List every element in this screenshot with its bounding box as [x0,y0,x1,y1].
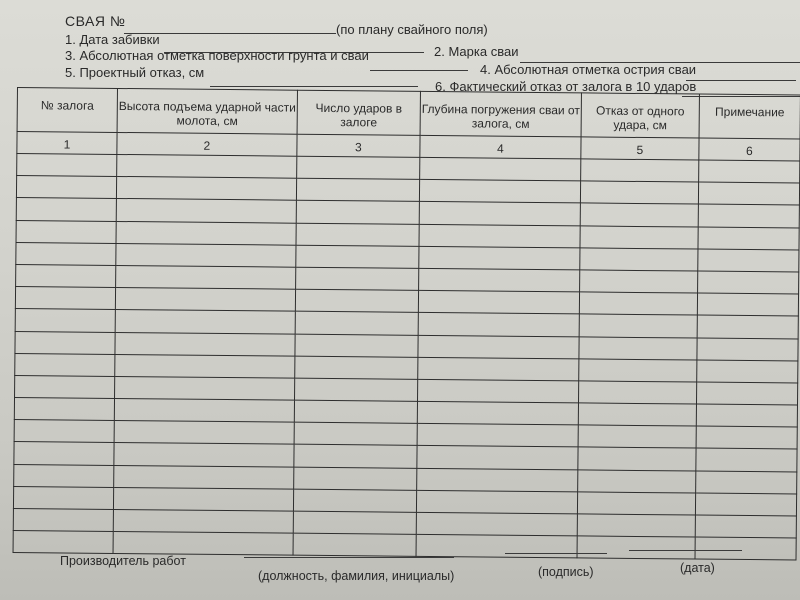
table-header-row [17,88,800,140]
table-cell[interactable] [14,464,114,487]
date-caption: (дата) [680,561,715,575]
table-cell[interactable] [116,265,296,289]
table-cell[interactable] [696,404,797,427]
table-cell[interactable] [295,378,418,401]
table-cell[interactable] [580,248,698,271]
table-cell[interactable] [418,335,579,359]
column-number: 2 [117,132,297,156]
table-cell[interactable] [698,249,799,272]
actual-refusal-label: 6. Фактический отказ от залога в 10 ударов [435,79,697,94]
table-cell[interactable] [116,177,296,201]
col-header-set-number: № залога [17,88,117,133]
table-cell[interactable] [417,424,578,448]
table-cell[interactable] [294,422,417,445]
position-name-caption: (должность, фамилия, инициалы) [258,569,455,583]
table-cell[interactable] [296,223,419,246]
pile-driving-log-table [13,87,800,561]
table-cell[interactable] [295,289,418,312]
table-cell[interactable] [579,292,697,315]
table-cell[interactable] [16,220,116,243]
table-cell[interactable] [15,353,115,376]
table-cell[interactable] [114,421,294,445]
table-cell[interactable] [580,181,698,204]
column-number: 1 [17,132,117,155]
table-cell[interactable] [698,182,799,205]
table-cell[interactable] [294,445,417,468]
table-cell[interactable] [16,264,116,287]
table-cell[interactable] [417,468,578,492]
table-cell[interactable] [581,159,699,182]
table-cell[interactable] [419,180,580,204]
table-cell[interactable] [113,509,293,533]
table-cell[interactable] [13,486,113,509]
table-cell[interactable] [578,381,696,404]
table-cell[interactable] [296,245,419,268]
table-cell[interactable] [295,311,418,334]
table-cell[interactable] [696,382,797,405]
table-cell[interactable] [16,176,116,199]
table-cell[interactable] [15,331,115,354]
table-cell[interactable] [15,287,115,310]
table-cell[interactable] [13,531,113,554]
table-cell[interactable] [698,204,799,227]
table-cell[interactable] [115,310,295,334]
column-number: 4 [420,135,581,159]
table-cell[interactable] [695,493,796,516]
table-cell[interactable] [420,157,581,181]
table-cell[interactable] [416,535,577,559]
table-cell[interactable] [695,537,796,560]
table-cell[interactable] [698,227,799,250]
table-cell[interactable] [418,357,579,381]
table-cell[interactable] [14,442,114,465]
tip-elevation-field[interactable] [686,80,796,81]
works-manager-label: Производитель работ [60,554,186,568]
table-cell[interactable] [296,267,419,290]
table-cell[interactable] [296,201,419,224]
table-cell[interactable] [579,336,697,359]
table-cell[interactable] [578,403,696,426]
pile-grade-label: 2. Марка сваи [434,44,519,59]
table-cell[interactable] [696,471,797,494]
table-cell[interactable] [579,359,697,382]
ground-elevation-label: 3. Абсолютная отметка поверхности грунта и сваи [65,48,369,63]
table-cell[interactable] [417,401,578,425]
table-cell[interactable] [578,470,696,493]
design-refusal-field[interactable] [210,86,418,87]
table-cell[interactable] [16,242,116,265]
table-cell[interactable] [14,398,114,421]
table-cell[interactable] [115,376,295,400]
table-cell[interactable] [117,154,297,178]
position-name-field[interactable] [244,557,454,558]
table-cell[interactable] [577,492,695,515]
table-cell[interactable] [296,178,419,201]
table-cell[interactable] [417,446,578,470]
table-cell[interactable] [419,246,580,270]
table-cell[interactable] [113,487,293,511]
table-cell[interactable] [116,221,296,245]
table-cell[interactable] [297,156,420,179]
ground-elevation-field[interactable] [370,70,468,71]
table-cell[interactable] [116,199,296,223]
col-header-note: Примечание [699,94,800,139]
table-cell[interactable] [419,224,580,248]
table-cell[interactable] [115,288,295,312]
col-header-refusal-per-blow: Отказ от одного удара, см [581,93,699,138]
table-cell[interactable] [15,309,115,332]
table-cell[interactable] [416,490,577,514]
table-cell[interactable] [114,465,294,489]
pile-number-note: (по плану свайного поля) [336,22,488,37]
table-cell[interactable] [577,514,695,537]
table-cell[interactable] [114,443,294,467]
table-cell[interactable] [695,515,796,538]
table-cell[interactable] [578,447,696,470]
table-cell[interactable] [416,512,577,536]
table-cell[interactable] [697,293,798,316]
table-cell[interactable] [419,202,580,226]
tip-elevation-label: 4. Абсолютная отметка острия сваи [480,62,697,77]
table-cell[interactable] [697,315,798,338]
table-cell[interactable] [295,356,418,379]
table-cell[interactable] [578,425,696,448]
table-cell[interactable] [580,203,698,226]
table-cell[interactable] [14,420,114,443]
table-cell[interactable] [116,243,296,267]
signature-field[interactable] [505,553,607,554]
table-cell[interactable] [295,334,418,357]
col-header-penetration-depth: Глубина погружения сваи от залога, см [420,91,581,137]
design-refusal-label: 5. Проектный отказ, см [65,65,205,80]
table-cell[interactable] [293,489,416,512]
table-cell[interactable] [580,225,698,248]
table-cell[interactable] [17,154,117,177]
table-cell[interactable] [696,448,797,471]
table-cell[interactable] [698,271,799,294]
table-cell[interactable] [13,508,113,531]
table-cell[interactable] [16,198,116,221]
table-cell[interactable] [699,160,800,183]
table-cell[interactable] [418,313,579,337]
table-cell[interactable] [697,360,798,383]
drive-date-label: 1. Дата забивки [65,32,160,47]
table-cell[interactable] [113,532,293,556]
column-number: 3 [297,134,420,157]
table-cell[interactable] [580,270,698,293]
col-header-blow-count: Число ударов в залоге [297,90,420,135]
table-cell[interactable] [697,338,798,361]
signature-caption: (подпись) [538,565,594,579]
pile-number-label: СВАЯ № [65,13,126,29]
table-cell[interactable] [293,533,416,556]
col-header-hammer-height: Высота подъема ударной части молота, см [117,88,297,134]
table-cell[interactable] [115,332,295,356]
table-cell[interactable] [115,354,295,378]
table-cell[interactable] [294,467,417,490]
table-cell[interactable] [114,399,294,423]
table-cell[interactable] [418,379,579,403]
table-cell[interactable] [696,426,797,449]
table-cell[interactable] [418,290,579,314]
column-number: 5 [581,137,699,160]
table-cell[interactable] [15,375,115,398]
column-number: 6 [699,138,800,161]
table-cell[interactable] [579,314,697,337]
table-cell[interactable] [293,511,416,534]
table-cell[interactable] [419,268,580,292]
table-cell[interactable] [577,536,695,559]
date-field[interactable] [629,550,742,551]
table-cell[interactable] [294,400,417,423]
